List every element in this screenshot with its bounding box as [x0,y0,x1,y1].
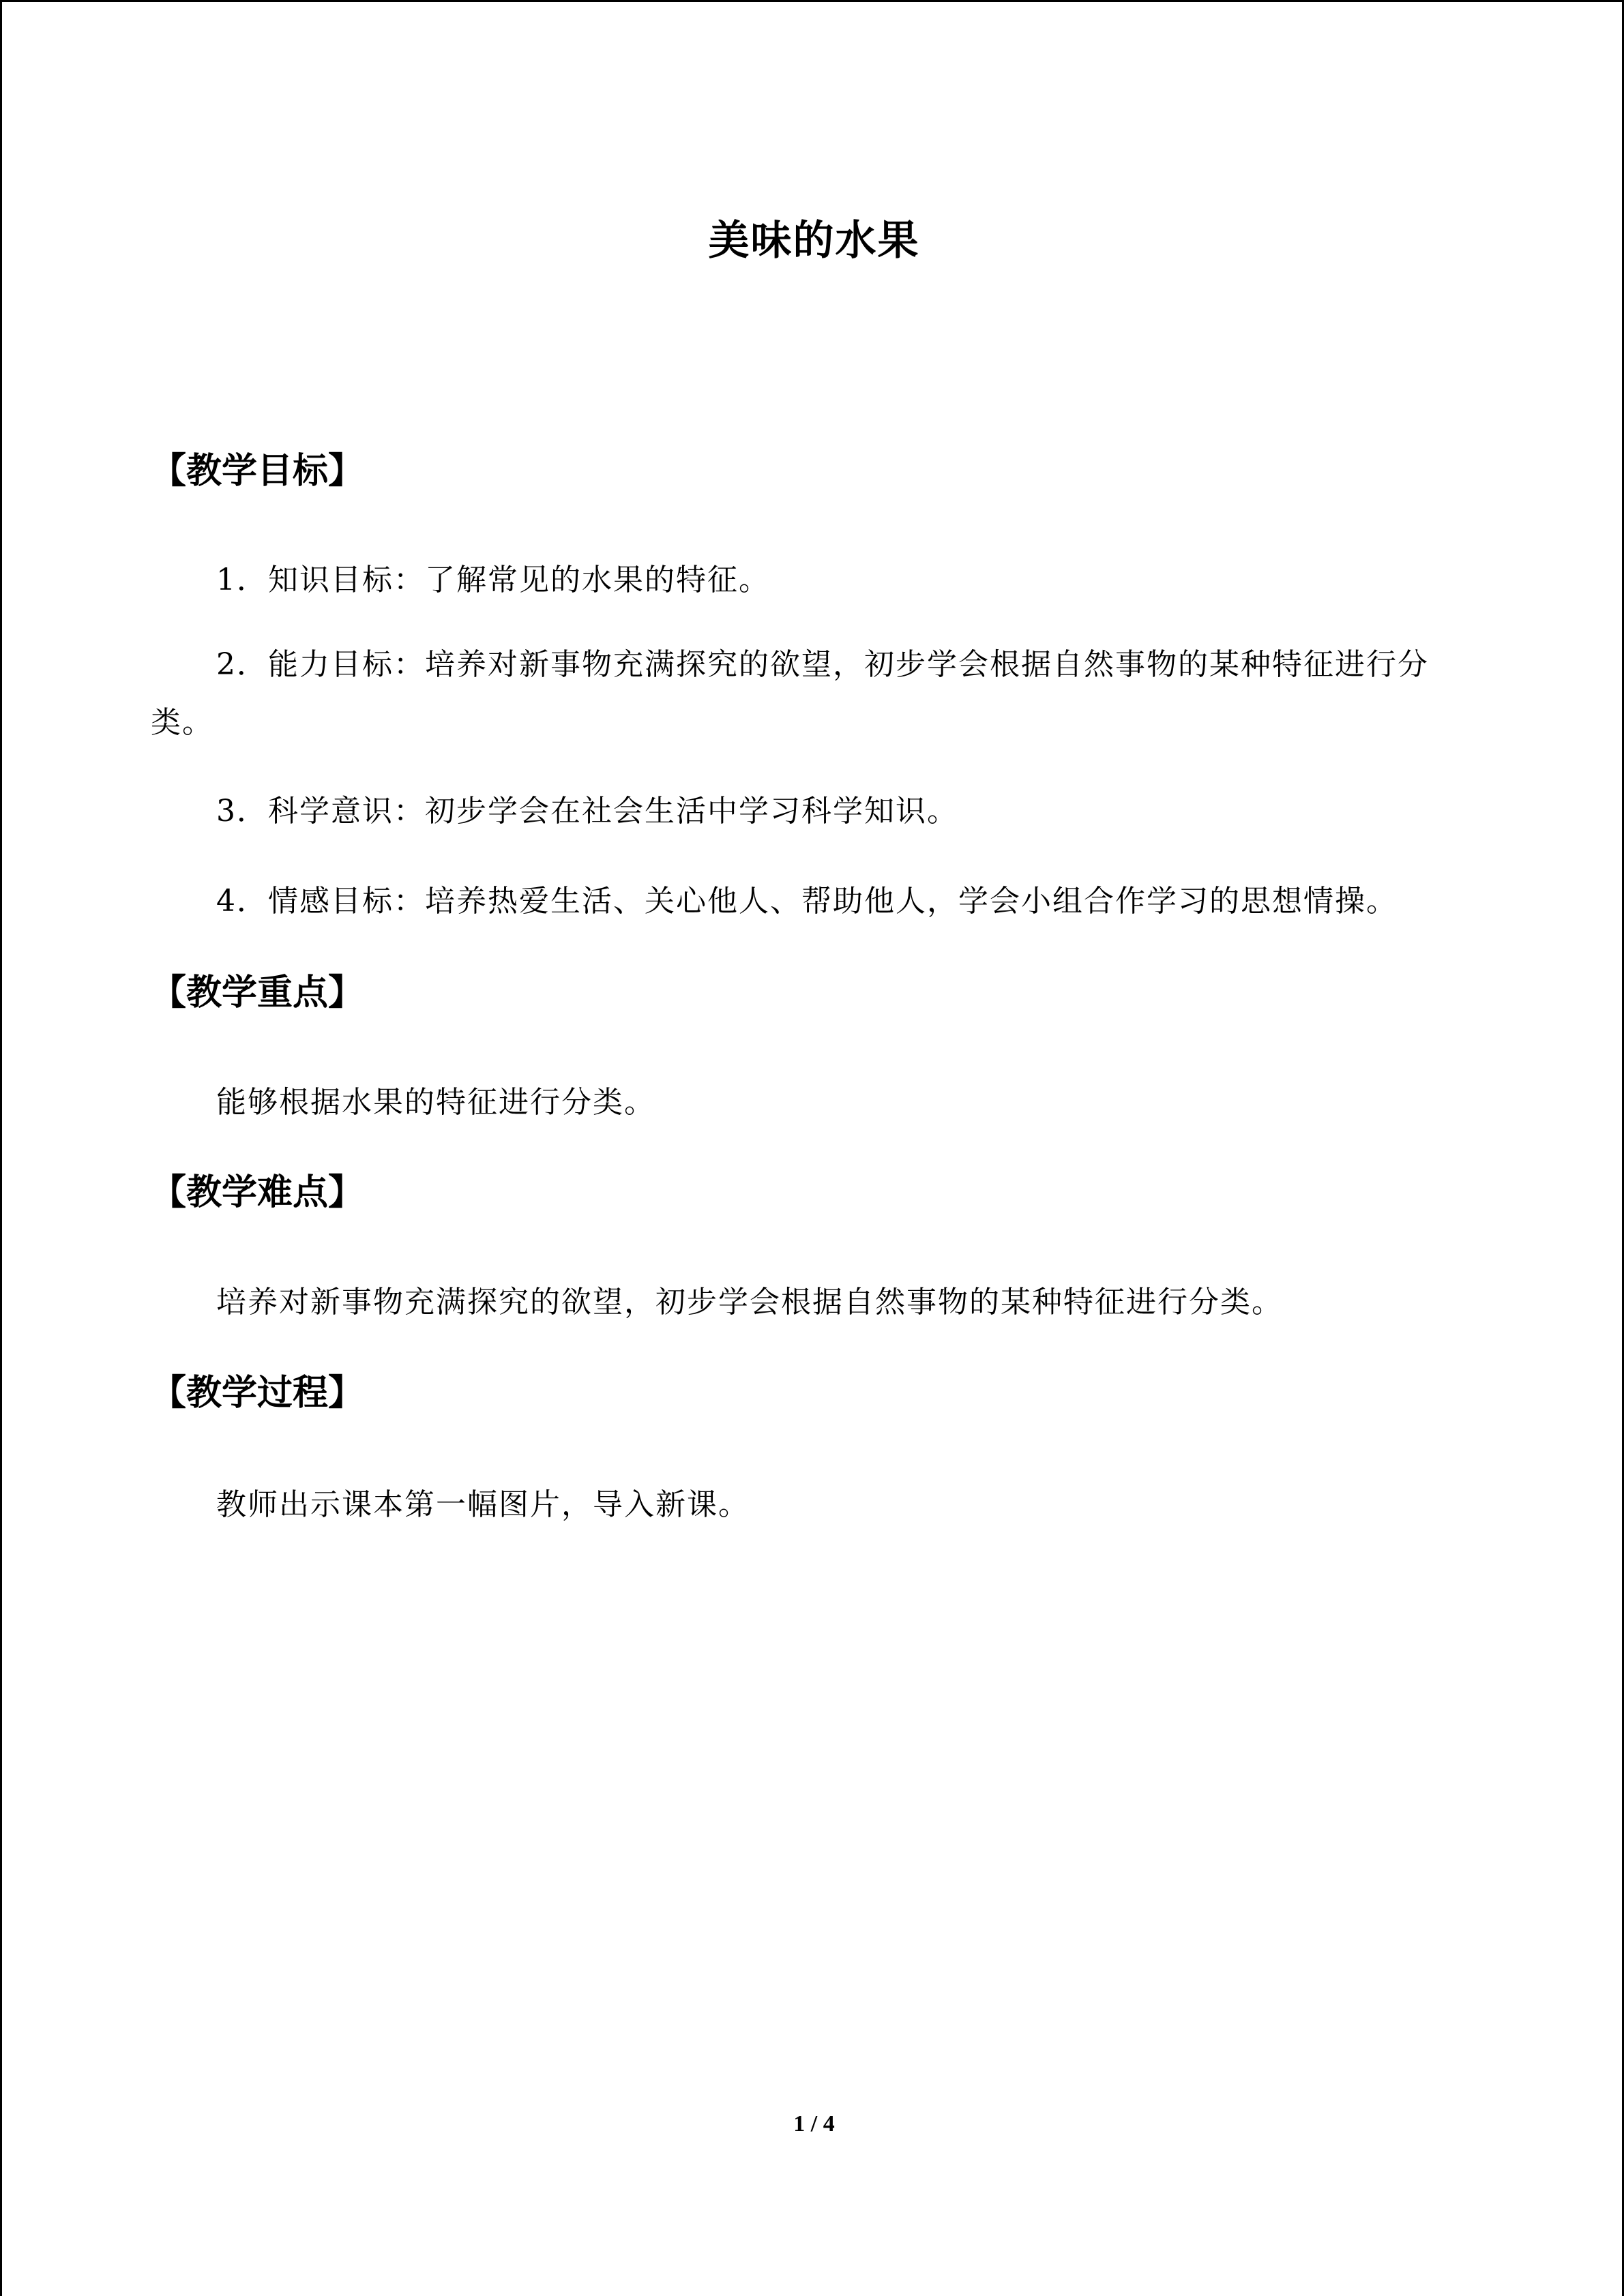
section-heading-objectives: 【教学目标】 [151,451,364,492]
section-heading-key-points: 【教学重点】 [151,972,364,1013]
objective-paragraph-3: 3．科学意识：初步学会在社会生活中学习科学知识。 [216,794,958,829]
process-paragraph: 教师出示课本第一幅图片，导入新课。 [216,1487,750,1522]
objective-paragraph-4: 4．情感目标：培养热爱生活、关心他人、帮助他人，学会小组合作学习的思想情操。 [216,884,1398,919]
section-heading-difficulties: 【教学难点】 [151,1172,364,1213]
page-number: 1 / 4 [793,2111,835,2136]
key-point-paragraph: 能够根据水果的特征进行分类。 [216,1085,655,1120]
objective-paragraph-1: 1．知识目标：了解常见的水果的特征。 [216,563,770,597]
objective-paragraph-2: 2．能力目标：培养对新事物充满探究的欲望，初步学会根据自然事物的某种特征进行分类。 [151,647,1429,740]
section-heading-process: 【教学过程】 [151,1373,364,1414]
difficulty-paragraph: 培养对新事物充满探究的欲望，初步学会根据自然事物的某种特征进行分类。 [216,1285,1283,1320]
document-title: 美味的水果 [708,217,920,265]
